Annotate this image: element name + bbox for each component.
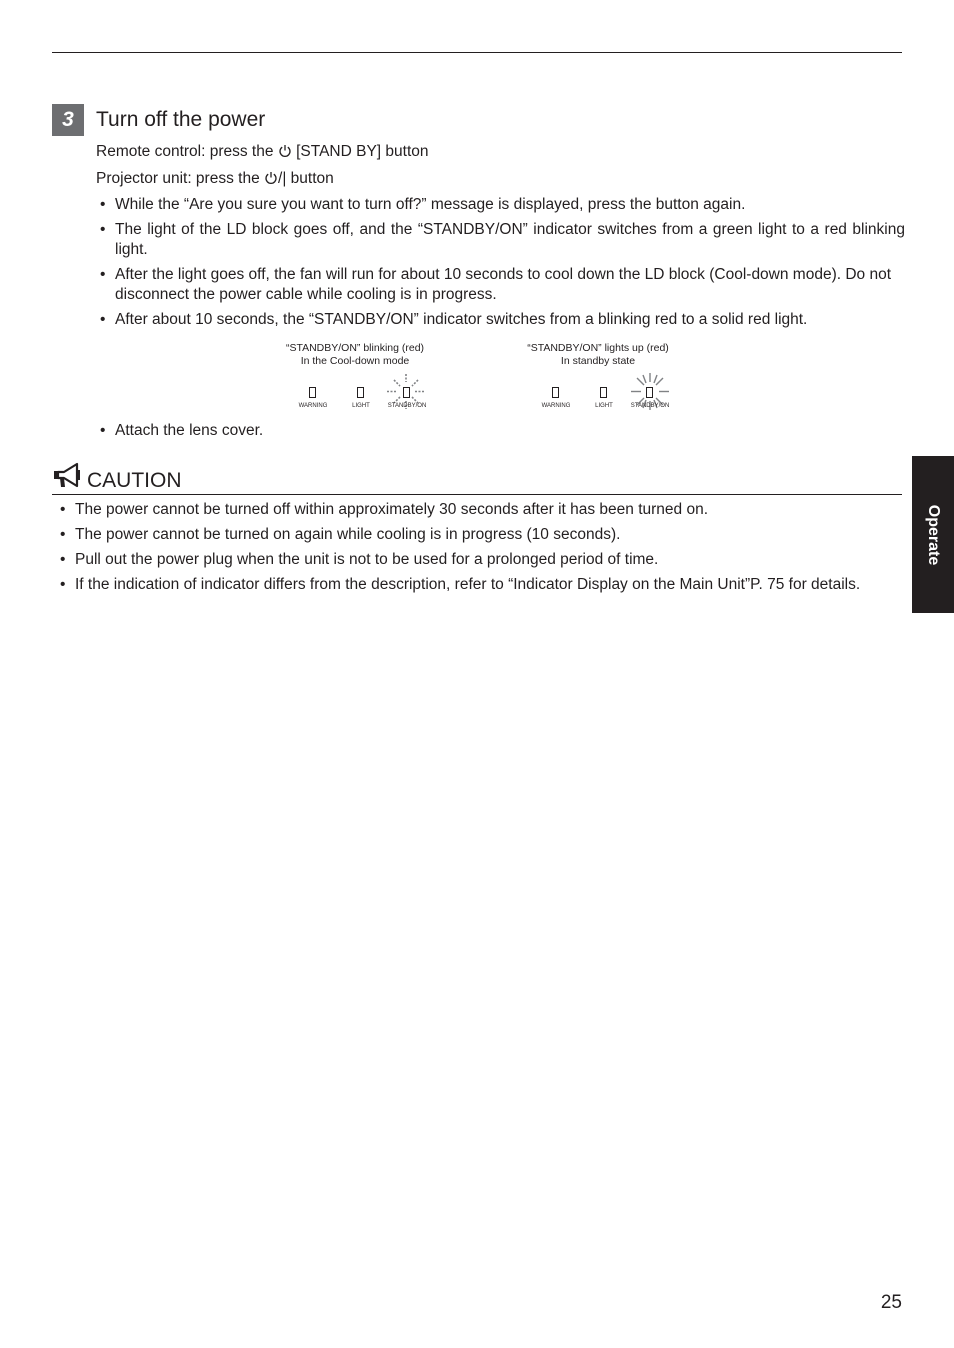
caution-rule [52, 494, 902, 495]
list-item: • The light of the LD block goes off, and the “STANDBY/ON” indicator switches from a green light to a red blinking light. [100, 221, 905, 258]
list-item: • Attach the lens cover. [100, 422, 264, 439]
caution-bullet-list [60, 500, 915, 600]
indicator-lamp [600, 387, 607, 398]
indicator-standby-blinking: STANDBY/ON [377, 372, 437, 414]
list-item: • The power cannot be turned off within approximately 30 seconds after it has been turned on. [60, 501, 709, 518]
indicator-lamp [552, 387, 559, 398]
power-icon [278, 144, 292, 158]
side-tab-label: Operate [925, 504, 942, 565]
caution-title: CAUTION [87, 469, 182, 492]
indicator-lamp [403, 387, 410, 398]
indicator-light: LIGHT [331, 372, 391, 414]
remote-instruction: Remote control: press the [STAND BY] button [96, 143, 429, 160]
step-bullet-list [100, 195, 905, 335]
page-number: 25 [880, 1292, 902, 1313]
list-item: • After the light goes off, the fan will run for about 10 seconds to cool down the LD block (Cool-down mode). Do not disconnect the power cable while cooling is in progress. [100, 266, 892, 303]
megaphone-icon [52, 461, 82, 491]
list-item: • The power cannot be turned on again while cooling is in progress (10 seconds). [60, 526, 621, 543]
list-item: • Pull out the power plug when the unit is not to be used for a prolonged period of time. [60, 551, 659, 568]
list-item: • While the “Are you sure you want to turn off?” message is displayed, press the button again. [100, 196, 746, 213]
indicator-warning: WARNING [526, 372, 586, 414]
step-title: Turn off the power [96, 108, 266, 131]
list-item: • After about 10 seconds, the “STANDBY/ON” indicator switches from a blinking red to a solid red light. [100, 311, 808, 328]
section-side-tab[interactable] [912, 456, 954, 613]
step-number-badge: 3 [52, 104, 84, 136]
indicator-lamp [357, 387, 364, 398]
list-item: • If the indication of indicator differs from the description, refer to “Indicator Display on the Main Unit”P. 75 for details. [60, 576, 861, 593]
figure-caption-cooldown: “STANDBY/ON” blinking (red) In the Cool-down mode [285, 342, 425, 367]
indicator-lamp [309, 387, 316, 398]
lens-cover-bullet [100, 421, 815, 441]
indicator-standby-lit: STANDBY/ON [620, 372, 680, 414]
top-rule [52, 52, 902, 53]
indicator-light: LIGHT [574, 372, 634, 414]
figure-caption-standby: “STANDBY/ON” lights up (red) In standby state [527, 342, 669, 367]
indicator-warning: WARNING [283, 372, 343, 414]
unit-instruction: Projector unit: press the /| button [96, 170, 334, 187]
power-icon [264, 171, 278, 185]
indicator-lamp [646, 387, 653, 398]
